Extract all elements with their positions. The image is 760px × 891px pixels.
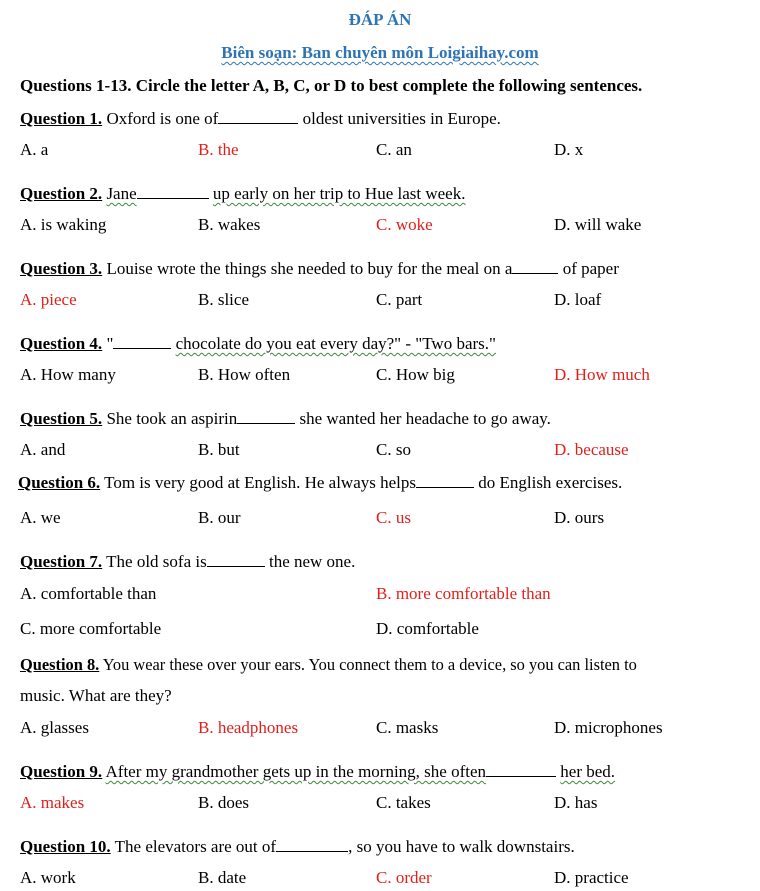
option-d: D. microphones: [554, 718, 663, 737]
option-b-correct: B. more comfortable than: [376, 584, 551, 603]
option-c-correct: C. order: [376, 868, 432, 887]
answer-blank: [237, 409, 295, 424]
option-a: A. work: [20, 868, 76, 887]
question-5: Question 5. She took an aspirin she wanted her headache to go away.: [20, 409, 551, 428]
question-4: Question 4. " chocolate do you eat every day?" - "Two bars.": [20, 334, 496, 353]
option-b: B. wakes: [198, 215, 261, 234]
option-b: B. slice: [198, 290, 249, 309]
option-b-correct: B. headphones: [198, 718, 299, 737]
instruction: Questions 1-13. Circle the letter A, B, C, or D to best complete the following sentences.: [20, 76, 643, 95]
question-1: Question 1. Oxford is one of oldest universities in Europe.: [20, 109, 501, 128]
question-7: Question 7. The old sofa is the new one.: [20, 552, 356, 571]
question-10: Question 10. The elevators are out of , so you have to walk downstairs.: [20, 837, 575, 856]
option-c: C. How big: [376, 365, 455, 384]
option-d: D. ours: [554, 508, 605, 527]
option-a: A. we: [20, 508, 61, 527]
option-c: C. masks: [376, 718, 439, 737]
answer-blank: [218, 109, 298, 124]
question-3: Question 3. Louise wrote the things she needed to buy for the meal on a of paper: [20, 259, 619, 278]
option-c: C. takes: [376, 793, 431, 812]
option-a: A. is waking: [20, 215, 107, 234]
option-d: D. practice: [554, 868, 629, 887]
option-c-correct: C. us: [376, 508, 411, 527]
option-d-correct: D. because: [554, 440, 629, 459]
option-d-correct: D. How much: [554, 365, 650, 384]
option-c-correct: C. woke: [376, 215, 433, 234]
option-b: B. How often: [198, 365, 291, 384]
option-d: D. comfortable: [376, 619, 479, 638]
answer-blank: [512, 259, 558, 274]
option-d: D. loaf: [554, 290, 602, 309]
answer-blank: [137, 184, 209, 199]
option-b: B. date: [198, 868, 247, 887]
option-c: C. so: [376, 440, 411, 459]
option-d: D. x: [554, 140, 584, 159]
question-9: Question 9. After my grandmother gets up in the morning, she often her bed.: [20, 762, 616, 781]
question-8: Question 8. You wear these over your ears. You connect them to a device, so you can listen to: [20, 655, 637, 674]
option-b: B. does: [198, 793, 249, 812]
option-c: C. an: [376, 140, 412, 159]
option-a: A. and: [20, 440, 66, 459]
option-b-correct: B. the: [198, 140, 239, 159]
answer-blank: [416, 473, 474, 488]
option-c: C. part: [376, 290, 423, 309]
question-6: Question 6. Tom is very good at English. He always helps do English exercises.: [18, 473, 623, 492]
question-8-continued: music. What are they?: [20, 686, 172, 705]
page-title: ĐÁP ÁN: [348, 10, 412, 29]
page-subtitle: Biên soạn: Ban chuyên môn Loigiaihay.com: [221, 43, 539, 62]
option-c: C. more comfortable: [20, 619, 162, 638]
option-d: D. has: [554, 793, 598, 812]
option-b: B. but: [198, 440, 240, 459]
option-a: A. a: [20, 140, 49, 159]
option-a-correct: A. makes: [20, 793, 85, 812]
option-a: A. How many: [20, 365, 116, 384]
question-2: Question 2. Jane up early on her trip to Hue last week.: [20, 184, 466, 203]
option-d: D. will wake: [554, 215, 642, 234]
option-a: A. comfortable than: [20, 584, 157, 603]
option-a: A. glasses: [20, 718, 89, 737]
option-b: B. our: [198, 508, 241, 527]
answer-blank: [207, 552, 265, 567]
option-a-correct: A. piece: [20, 290, 77, 309]
answer-blank: [113, 334, 171, 349]
answer-blank: [276, 837, 348, 852]
answer-blank: [486, 762, 556, 777]
